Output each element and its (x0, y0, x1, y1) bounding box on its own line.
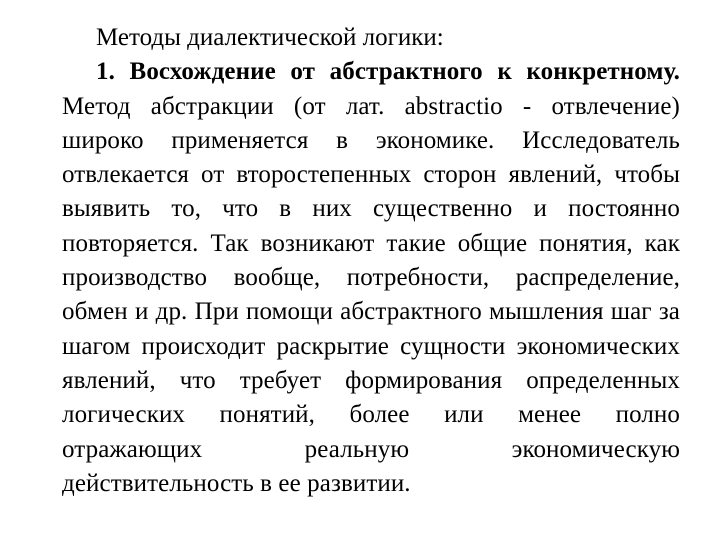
method-lead: 1. Восхождение от абстрактного к конкретному. (96, 58, 680, 86)
method-text: Метод абстракции (от лат. abstractio - отвлечение) широко применяется в экономике. Исследователь отвлекается от второстепенных сторон явлений, чтобы выявить то, что в них существенно и постоянно повторяется. Так возникают такие общие понятия, как производство вообще, потребности, распределение, обмен и др. При помощи абстрактного мышления шаг за шагом происходит раскрытие сущности экономических явлений, что требует формирования определенных логических понятий, более или менее полно отражающих реальную экономическую действительность в ее развитии. (62, 92, 680, 497)
method-paragraph (62, 55, 680, 501)
slide-title: Методы диалектической логики: (96, 24, 444, 51)
